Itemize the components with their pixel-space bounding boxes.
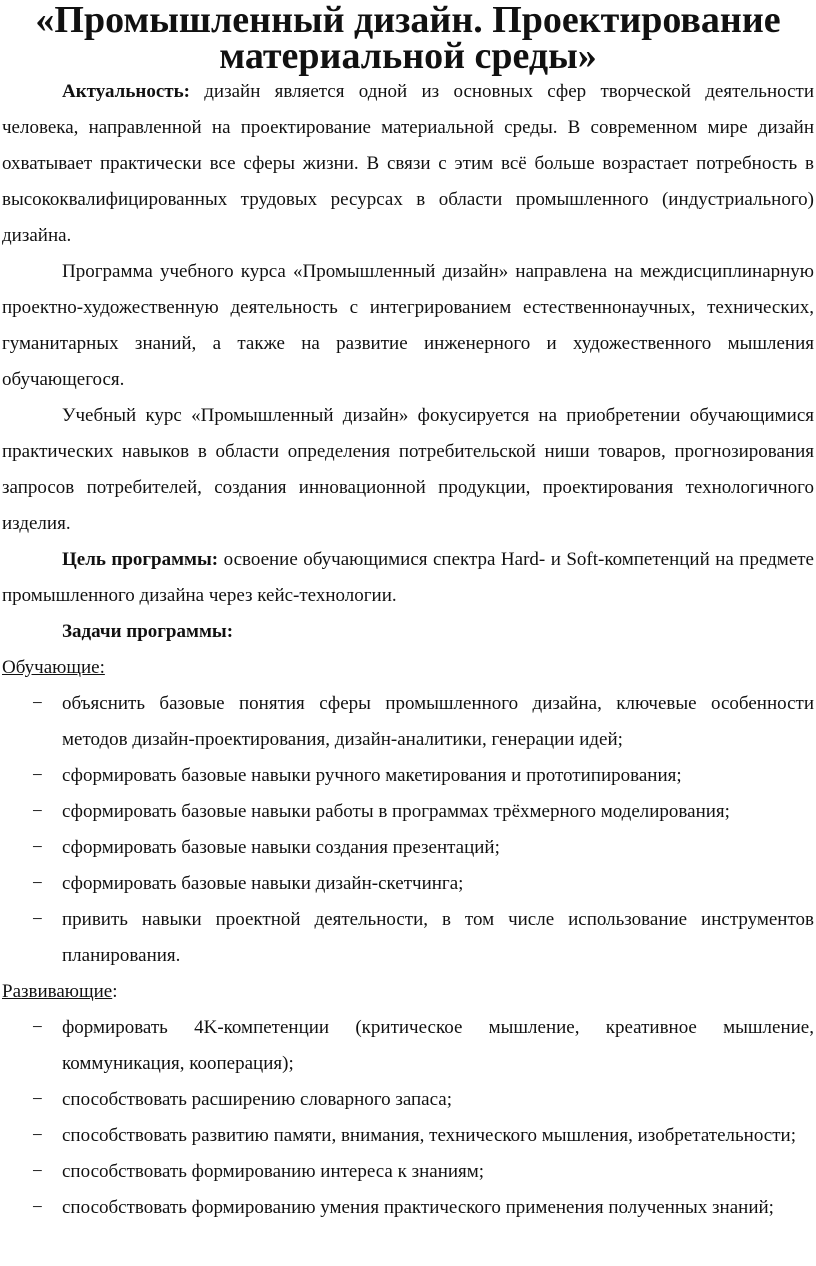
list-item-text: сформировать базовые навыки ручного макетирования и прототипирования; <box>62 765 682 786</box>
developing-label-text: Развивающие <box>2 981 113 1002</box>
teaching-label-text: Обучающие: <box>2 657 105 678</box>
bullet-dash: − <box>32 873 43 894</box>
list-item <box>2 866 814 902</box>
developing-label-suffix: : <box>112 981 118 1002</box>
list-item <box>2 902 814 974</box>
developing-list <box>2 1010 814 1226</box>
bullet-dash: − <box>32 1017 43 1038</box>
program-paragraph: Программа учебного курса «Промышленный дизайн» направлена на междисциплинарную проектно-художественную деятельность с интегрированием естественнонаучных, технических, гуманитарных знаний, а также на развитие инженерного и художественного мышления обучающегося. <box>2 261 814 390</box>
list-item-text: объяснить базовые понятия сферы промышленного дизайна, ключевые особенности методов дизайн-проектирования, дизайн-аналитики, генерации идей; <box>62 693 814 750</box>
bullet-dash: − <box>32 765 43 786</box>
relevance-paragraph <box>2 74 814 254</box>
tasks-heading: Задачи программы: <box>62 621 234 642</box>
list-item-text: способствовать формированию умения практического применения полученных знаний; <box>62 1197 774 1218</box>
goal-paragraph <box>2 542 814 614</box>
developing-label <box>2 974 814 1010</box>
list-item <box>2 686 814 758</box>
bullet-dash: − <box>32 837 43 858</box>
list-item-text: формировать 4K-компетенции (критическое мышление, креативное мышление, коммуникация, кооперация); <box>62 1017 814 1074</box>
bullet-dash: − <box>32 801 43 822</box>
relevance-text: дизайн является одной из основных сфер творческой деятельности человека, направленной на проектирование материальной среды. В современном мире дизайн охватывает практически все сферы жизни. В связи с этим всё больше возрастает потребность в высококвалифицированных трудовых ресурсах в области промышленного (индустриального) дизайна. <box>2 81 814 246</box>
bullet-dash: − <box>32 909 43 930</box>
bullet-dash: − <box>32 1197 43 1218</box>
list-item <box>2 1154 814 1190</box>
list-item-text: способствовать расширению словарного запаса; <box>62 1089 452 1110</box>
list-item <box>2 1082 814 1118</box>
bullet-dash: − <box>32 1125 43 1146</box>
relevance-label: Актуальность: <box>62 81 190 102</box>
list-item-text: способствовать развитию памяти, внимания, технического мышления, изобретательности; <box>62 1125 796 1146</box>
bullet-dash: − <box>32 1089 43 1110</box>
list-item <box>2 1010 814 1082</box>
bullet-dash: − <box>32 1161 43 1182</box>
list-item <box>2 1190 814 1226</box>
document-title: «Промышленный дизайн. Проектирование материальной среды» <box>35 0 781 77</box>
list-item-text: способствовать формированию интереса к знаниям; <box>62 1161 485 1182</box>
list-item <box>2 758 814 794</box>
course-paragraph: Учебный курс «Промышленный дизайн» фокусируется на приобретении обучающимися практических навыков в области определения потребительской ниши товаров, прогнозирования запросов потребителей, создания инновационной продукции, проектирования технологичного изделия. <box>2 405 814 534</box>
list-item <box>2 1118 814 1154</box>
teaching-label <box>2 650 814 686</box>
goal-text: освоение обучающимися спектра Hard- и Soft-компетенций на предмете промышленного дизайна через кейс-технологии. <box>2 549 814 606</box>
list-item-text: сформировать базовые навыки дизайн-скетчинга; <box>62 873 464 894</box>
list-item <box>2 794 814 830</box>
goal-label: Цель программы: <box>62 549 219 570</box>
teaching-list <box>2 686 814 974</box>
list-item-text: привить навыки проектной деятельности, в том числе использование инструментов планирования. <box>62 909 814 966</box>
bullet-dash: − <box>32 693 43 714</box>
list-item-text: сформировать базовые навыки создания презентаций; <box>62 837 500 858</box>
list-item <box>2 830 814 866</box>
list-item-text: сформировать базовые навыки работы в программах трёхмерного моделирования; <box>62 801 730 822</box>
